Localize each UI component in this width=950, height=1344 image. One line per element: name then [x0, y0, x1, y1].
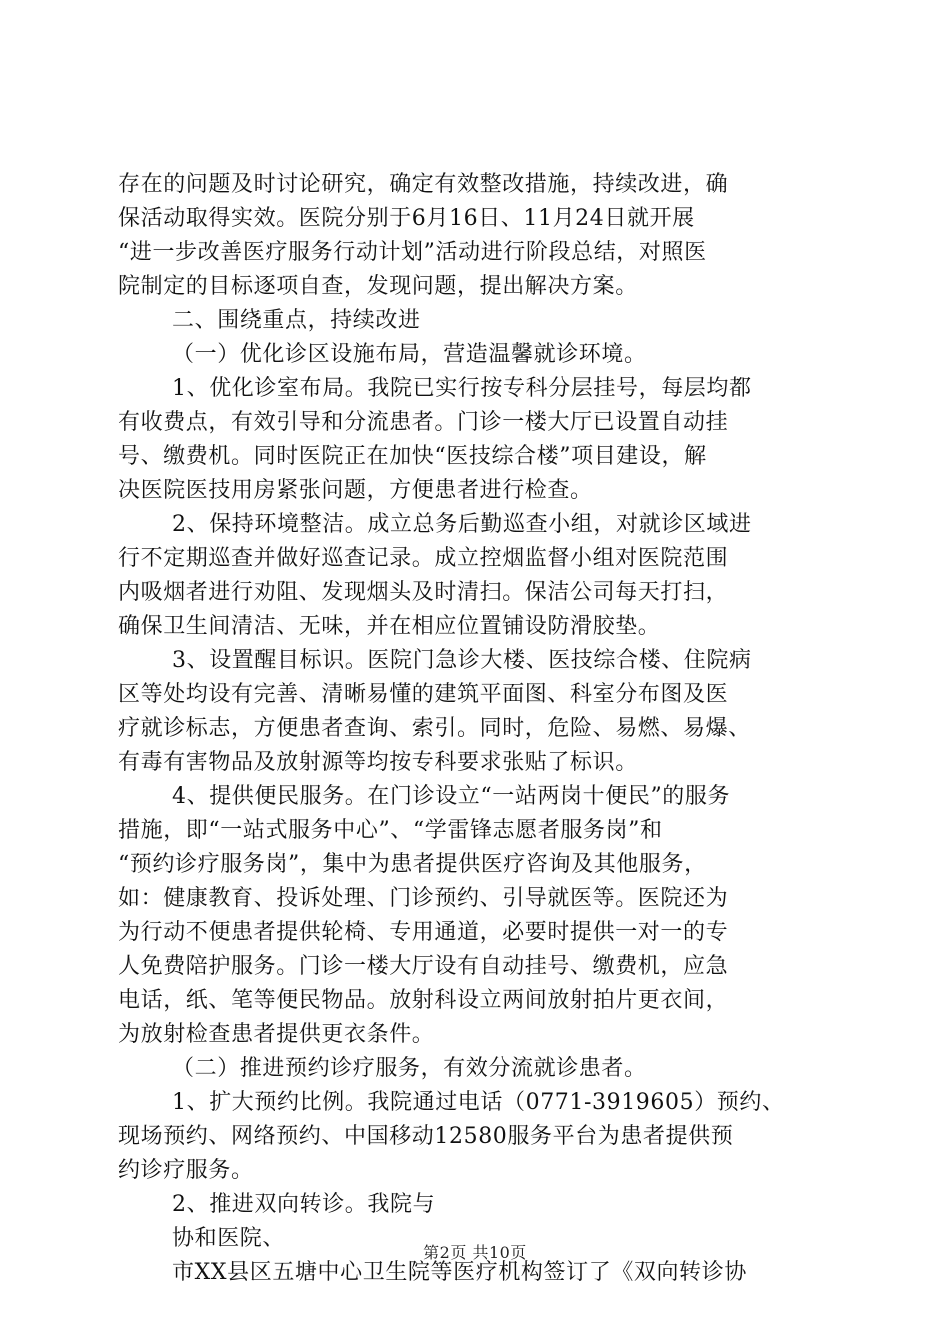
paragraph-line-indented: 3、设置醒目标识。医院门急诊大楼、医技综合楼、住院病 — [172, 648, 752, 673]
paragraph-line: “进一步改善医疗服务行动计划”活动进行阶段总结，对照医 — [118, 240, 707, 265]
paragraph-line: 决医院医技用房紧张问题，方便患者进行检查。 — [118, 478, 593, 503]
paragraph-line-indented: 市XX县区五塘中心卫生院等医疗机构签订了《双向转诊协 — [172, 1260, 747, 1285]
paragraph-line: 疗就诊标志，方便患者查询、索引。同时，危险、易燃、易爆、 — [118, 716, 751, 741]
paragraph-line: 区等处均设有完善、清晰易懂的建筑平面图、科室分布图及医 — [118, 682, 729, 707]
paragraph-line: 内吸烟者进行劝阻、发现烟头及时清扫。保洁公司每天打扫， — [118, 580, 729, 605]
paragraph-line-indented: 1、扩大预约比例。我院通过电话（0771-3919605）预约、 — [172, 1090, 785, 1115]
paragraph-line: 有收费点，有效引导和分流患者。门诊一楼大厅已设置自动挂 — [118, 410, 729, 435]
paragraph-line-indented: 1、优化诊室布局。我院已实行按专科分层挂号，每层均都 — [172, 376, 752, 401]
paragraph-line: 措施，即“一站式服务中心”、“学雷锋志愿者服务岗”和 — [118, 818, 663, 843]
paragraph-line: 电话，纸、笔等便民物品。放射科设立两间放射拍片更衣间， — [118, 988, 729, 1013]
paragraph-line-indented: 二、围绕重点，持续改进 — [172, 308, 421, 333]
page-number-footer: 第2页 共10页 — [423, 1243, 527, 1262]
paragraph-line: 为行动不便患者提供轮椅、专用通道，必要时提供一对一的专 — [118, 920, 729, 945]
paragraph-line: 保活动取得实效。医院分别于6月16日、11月24日就开展 — [118, 206, 695, 231]
paragraph-line: 号、缴费机。同时医院正在加快“医技综合楼”项目建设，解 — [118, 444, 707, 469]
paragraph-line: 存在的问题及时讨论研究，确定有效整改措施，持续改进，确 — [118, 172, 729, 197]
paragraph-line: 行不定期巡查并做好巡查记录。成立控烟监督小组对医院范围 — [118, 546, 729, 571]
paragraph-line: 人免费陪护服务。门诊一楼大厅设有自动挂号、缴费机，应急 — [118, 954, 729, 979]
paragraph-line: 有毒有害物品及放射源等均按专科要求张贴了标识。 — [118, 750, 638, 775]
paragraph-line: 确保卫生间清洁、无味，并在相应位置铺设防滑胶垫。 — [118, 614, 661, 639]
paragraph-line: 约诊疗服务。 — [118, 1158, 254, 1183]
document-body — [118, 168, 830, 1290]
paragraph-line: 为放射检查患者提供更衣条件。 — [118, 1022, 435, 1047]
paragraph-line: “预约诊疗服务岗”，集中为患者提供医疗咨询及其他服务， — [118, 852, 707, 877]
paragraph-line: 现场预约、网络预约、中国移动12580服务平台为患者提供预 — [118, 1124, 734, 1149]
paragraph-line-indented: （二）推进预约诊疗服务，有效分流就诊患者。 — [172, 1056, 647, 1081]
paragraph-line-indented: 协和医院、 — [172, 1226, 286, 1251]
paragraph-line: 院制定的目标逐项自查，发现问题，提出解决方案。 — [118, 274, 638, 299]
paragraph-line-indented: 2、保持环境整洁。成立总务后勤巡查小组，对就诊区域进 — [172, 512, 752, 537]
paragraph-line-indented: （一）优化诊区设施布局，营造温馨就诊环境。 — [172, 342, 647, 367]
paragraph-line: 如：健康教育、投诉处理、门诊预约、引导就医等。医院还为 — [118, 886, 729, 911]
paragraph-line-indented: 2、推进双向转诊。我院与 — [172, 1192, 436, 1217]
paragraph-line-indented: 4、提供便民服务。在门诊设立“一站两岗十便民”的服务 — [172, 784, 731, 809]
